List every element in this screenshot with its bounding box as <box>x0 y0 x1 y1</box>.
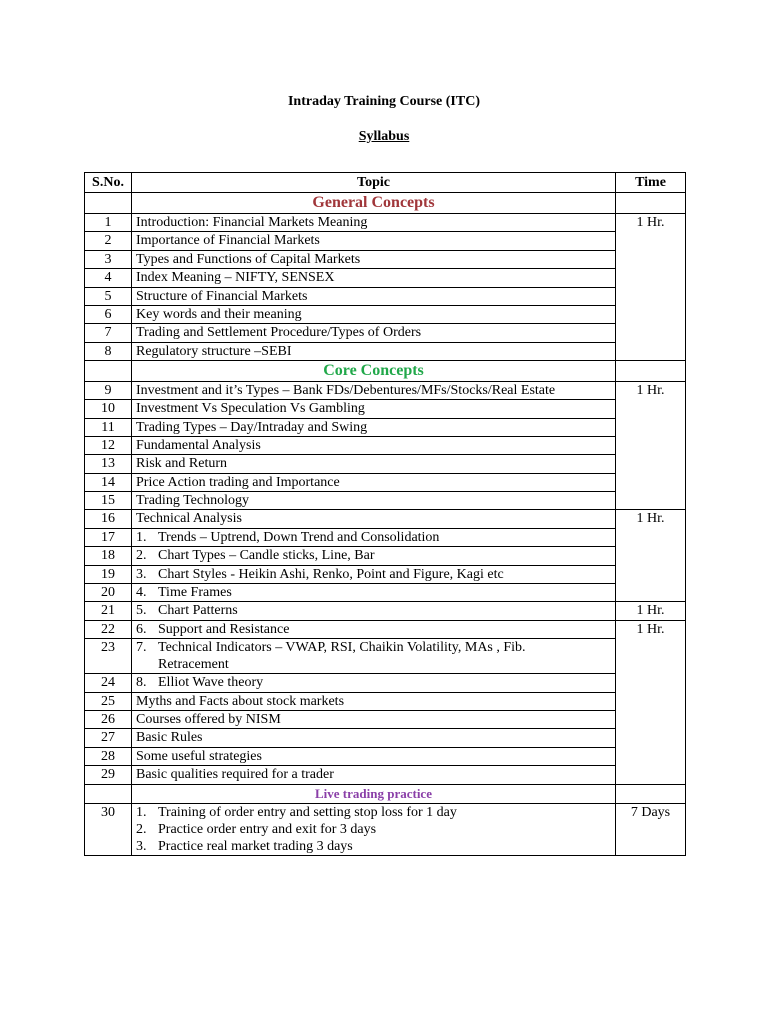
row-topic: Chart Types – Candle sticks, Line, Bar <box>158 548 375 564</box>
table-row <box>85 803 686 855</box>
row-sno: 4 <box>85 269 132 287</box>
row-sno: 14 <box>85 473 132 491</box>
row-sno: 20 <box>85 584 132 602</box>
row-sno: 8 <box>85 342 132 360</box>
row-sno: 25 <box>85 692 132 710</box>
section-title-live: Live trading practice <box>315 785 432 801</box>
table-row <box>85 747 686 765</box>
row-sno: 21 <box>85 602 132 620</box>
list-item <box>136 838 611 855</box>
row-sno: 3 <box>85 250 132 268</box>
table-row <box>85 473 686 491</box>
table-row <box>85 639 686 674</box>
section-title-core: Core Concepts <box>323 362 424 380</box>
row-topic: Some useful strategies <box>132 747 616 765</box>
table-row <box>85 528 686 546</box>
row-topic: Practice real market trading 3 days <box>158 838 353 854</box>
row-sno: 10 <box>85 400 132 418</box>
row-sno: 17 <box>85 528 132 546</box>
row-topic: Trading and Settlement Procedure/Types of Orders <box>132 324 616 342</box>
row-sno: 13 <box>85 455 132 473</box>
row-item-number: 1. <box>136 804 147 820</box>
row-topic: Structure of Financial Markets <box>132 287 616 305</box>
row-sno: 9 <box>85 382 132 400</box>
row-topic: Key words and their meaning <box>132 305 616 323</box>
row-item-number: 5. <box>136 603 147 619</box>
row-item-number: 2. <box>136 548 147 564</box>
section-row-general <box>85 193 686 214</box>
row-sno: 2 <box>85 232 132 250</box>
row-item-number: 1. <box>136 529 147 545</box>
row-sno: 22 <box>85 620 132 638</box>
row-topic: Technical Indicators – VWAP, RSI, Chaikin Volatility, MAs , Fib. <box>158 640 526 656</box>
row-topic: Elliot Wave theory <box>158 675 264 691</box>
row-sno: 15 <box>85 492 132 510</box>
table-row <box>85 305 686 323</box>
row-sno: 28 <box>85 747 132 765</box>
row-time: 1 Hr. <box>616 602 686 620</box>
row-sno: 19 <box>85 565 132 583</box>
row-sno: 7 <box>85 324 132 342</box>
row-topic: Types and Functions of Capital Markets <box>132 250 616 268</box>
header-time: Time <box>616 173 686 193</box>
row-topic: Introduction: Financial Markets Meaning <box>132 214 616 232</box>
row-topic: Fundamental Analysis <box>132 436 616 454</box>
table-row <box>85 565 686 583</box>
table-row <box>85 400 686 418</box>
row-topic: Time Frames <box>158 585 232 601</box>
table-row <box>85 436 686 454</box>
syllabus-table <box>84 172 686 856</box>
table-row <box>85 342 686 360</box>
table-row <box>85 214 686 232</box>
row-time: 7 Days <box>616 803 686 855</box>
section-title-general: General Concepts <box>312 194 435 211</box>
row-topic: Importance of Financial Markets <box>132 232 616 250</box>
table-row <box>85 510 686 528</box>
table-row <box>85 287 686 305</box>
row-topic: Price Action trading and Importance <box>132 473 616 491</box>
row-time: 1 Hr. <box>616 214 686 361</box>
row-sno: 24 <box>85 674 132 692</box>
row-item-number: 7. <box>136 640 147 656</box>
row-time: 1 Hr. <box>616 620 686 784</box>
row-sno: 23 <box>85 639 132 674</box>
row-topic: Courses offered by NISM <box>132 710 616 728</box>
row-sno: 26 <box>85 710 132 728</box>
row-sno: 11 <box>85 418 132 436</box>
row-topic: Risk and Return <box>132 455 616 473</box>
row-time: 1 Hr. <box>616 382 686 510</box>
table-row <box>85 269 686 287</box>
row-item-number: 8. <box>136 675 147 691</box>
table-row <box>85 324 686 342</box>
list-item <box>136 804 611 821</box>
table-row <box>85 766 686 784</box>
row-topic: Training of order entry and setting stop loss for 1 day <box>158 804 457 820</box>
row-time: 1 Hr. <box>616 510 686 602</box>
row-sno: 5 <box>85 287 132 305</box>
table-row <box>85 584 686 602</box>
table-row <box>85 492 686 510</box>
row-item-number: 6. <box>136 621 147 637</box>
row-item-number: 2. <box>136 821 147 837</box>
table-row <box>85 232 686 250</box>
table-row <box>85 692 686 710</box>
document-title: Intraday Training Course (ITC) <box>287 94 480 109</box>
row-sno: 29 <box>85 766 132 784</box>
row-topic: Index Meaning – NIFTY, SENSEX <box>132 269 616 287</box>
table-row <box>85 710 686 728</box>
row-item-number: 3. <box>136 838 147 854</box>
table-row <box>85 674 686 692</box>
section-row-live <box>85 784 686 803</box>
row-sno: 30 <box>85 803 132 855</box>
table-row <box>85 547 686 565</box>
table-row <box>85 250 686 268</box>
row-topic-continued: Retracement <box>158 657 229 673</box>
row-topic: Trading Types – Day/Intraday and Swing <box>132 418 616 436</box>
row-topic: Regulatory structure –SEBI <box>132 342 616 360</box>
row-sno: 27 <box>85 729 132 747</box>
document-subtitle: Syllabus <box>358 129 410 144</box>
row-topic: Basic qualities required for a trader <box>132 766 616 784</box>
row-topic: Practice order entry and exit for 3 days <box>158 821 377 837</box>
row-topic: Investment Vs Speculation Vs Gambling <box>132 400 616 418</box>
row-topic: Investment and it’s Types – Bank FDs/Debentures/MFs/Stocks/Real Estate <box>132 382 616 400</box>
row-topic: Technical Analysis <box>132 510 616 528</box>
table-row <box>85 382 686 400</box>
header-topic: Topic <box>132 173 616 193</box>
row-sno: 18 <box>85 547 132 565</box>
row-topic: Trends – Uptrend, Down Trend and Consolidation <box>158 529 440 545</box>
row-sno: 12 <box>85 436 132 454</box>
table-row <box>85 418 686 436</box>
row-topic: Chart Styles - Heikin Ashi, Renko, Point and Figure, Kagi etc <box>158 566 504 582</box>
row-topic: Myths and Facts about stock markets <box>132 692 616 710</box>
row-topic: Support and Resistance <box>158 621 290 637</box>
table-header-row <box>85 173 686 193</box>
table-row <box>85 602 686 620</box>
row-topic: Chart Patterns <box>158 603 238 619</box>
header-sno: S.No. <box>85 173 132 193</box>
row-sno: 1 <box>85 214 132 232</box>
table-row <box>85 620 686 638</box>
table-row <box>85 729 686 747</box>
table-row <box>85 455 686 473</box>
row-item-number: 3. <box>136 566 147 582</box>
row-topic: Trading Technology <box>132 492 616 510</box>
section-row-core <box>85 361 686 382</box>
row-item-number: 4. <box>136 585 147 601</box>
list-item <box>136 821 611 838</box>
row-sno: 16 <box>85 510 132 528</box>
row-topic: Basic Rules <box>132 729 616 747</box>
row-sno: 6 <box>85 305 132 323</box>
practice-list <box>136 804 611 855</box>
